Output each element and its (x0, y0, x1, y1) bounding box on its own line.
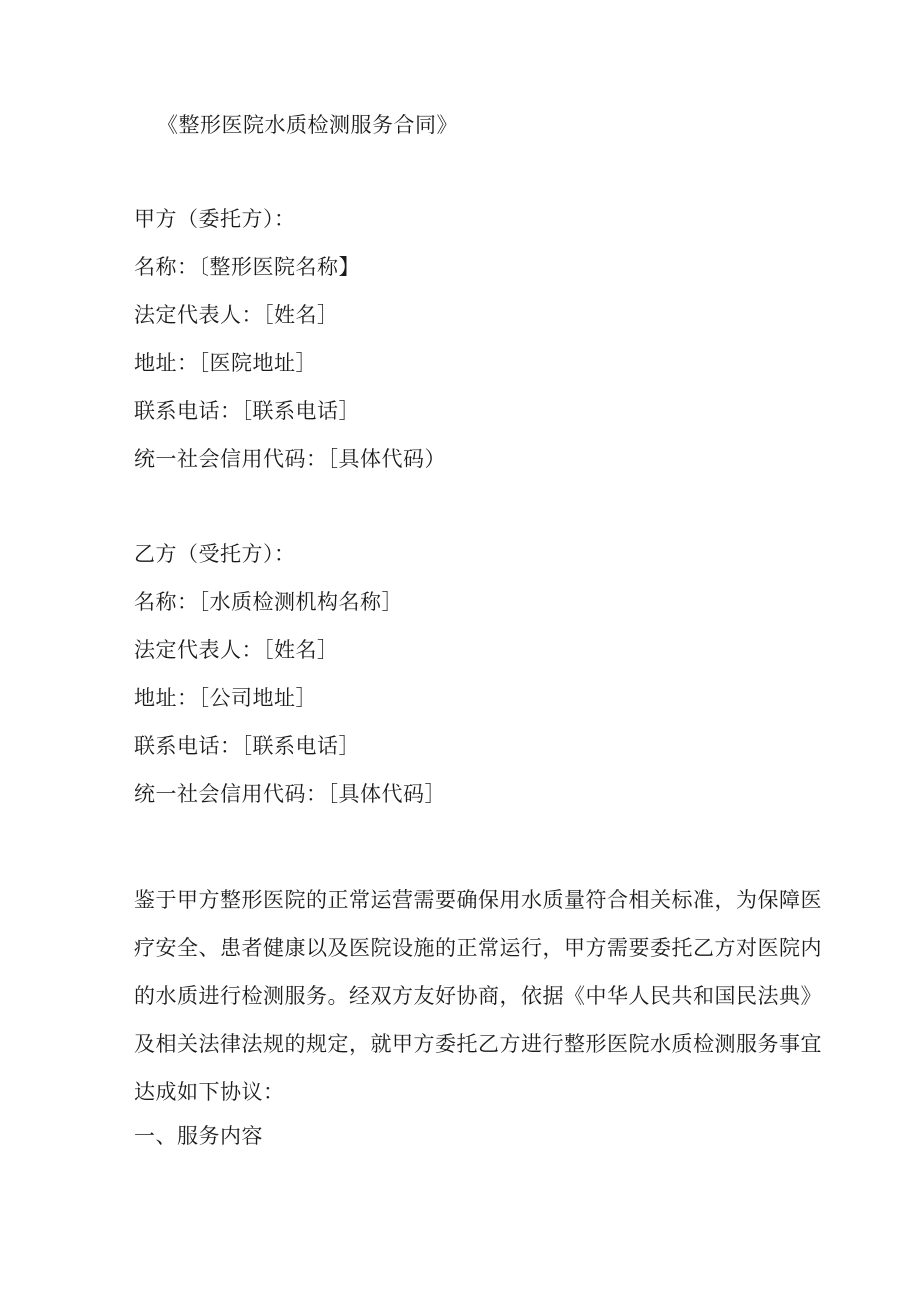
party-a-phone: 联系电话：［联系电话］ (134, 399, 360, 423)
preamble-line: 的水质进行检测服务。经双方友好协商，依据《中华人民共和国民法典》 (134, 984, 822, 1008)
party-a-name: 名称：〔整形医院名称】 (134, 255, 360, 279)
party-a-address: 地址：［医院地址］ (134, 351, 317, 375)
party-b-credit-code: 统一社会信用代码：［具体代码］ (134, 782, 446, 806)
preamble-line: 鉴于甲方整形医院的正常运营需要确保用水质量符合相关标准，为保障医 (134, 888, 822, 912)
preamble-line: 疗安全、患者健康以及医院设施的正常运行，甲方需要委托乙方对医院内 (134, 936, 822, 960)
preamble-line: 达成如下协议： (134, 1080, 285, 1104)
party-b-representative: 法定代表人：［姓名］ (134, 638, 339, 662)
party-b-heading: 乙方（受托方）： (134, 542, 296, 566)
party-b-phone: 联系电话：［联系电话］ (134, 734, 360, 758)
contract-title: 《整形医院水质检测服务合同》 (157, 113, 458, 137)
party-b-address: 地址：［公司地址］ (134, 686, 317, 710)
section-heading-service-content: 一、服务内容 (134, 1124, 263, 1148)
preamble-line: 及相关法律法规的规定，就甲方委托乙方进行整形医院水质检测服务事宜 (134, 1032, 822, 1056)
preamble-paragraph (134, 876, 822, 1116)
party-a-credit-code: 统一社会信用代码：［具体代码） (134, 447, 446, 471)
party-a-heading: 甲方（委托方）： (134, 207, 296, 231)
party-a-representative: 法定代表人：［姓名］ (134, 303, 339, 327)
party-b-name: 名称：［水质检测机构名称］ (134, 590, 403, 614)
